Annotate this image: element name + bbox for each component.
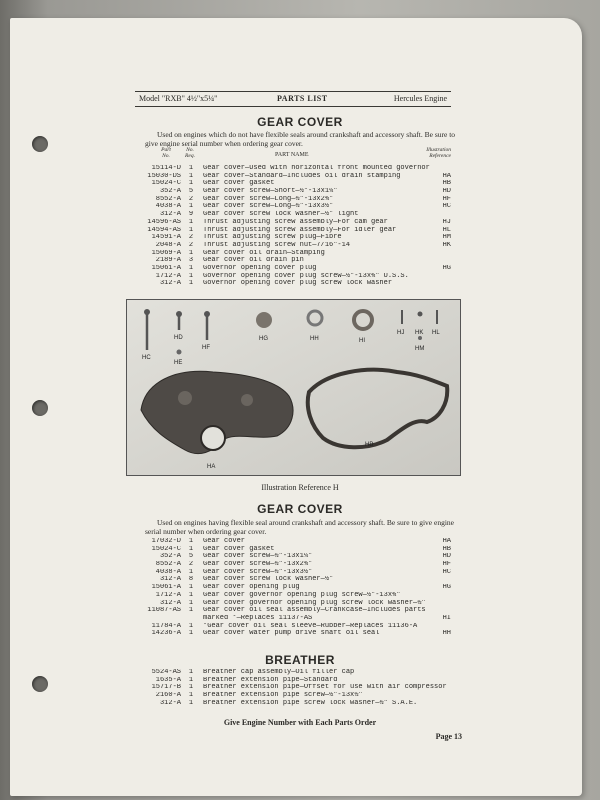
label-hi: HI [359,338,365,344]
part-quantity: 1 [188,203,194,211]
part-row [135,538,451,546]
part-quantity: 1 [188,699,194,707]
part-row [135,692,451,700]
part-row [135,227,451,235]
part-number: 4038-A [155,203,181,211]
part-row [135,219,451,227]
part-row [135,273,451,281]
part-reference: HI [442,614,451,622]
part-number: 2048-A [155,241,181,249]
part-quantity: 1 [188,599,194,607]
label-hc: HC [142,355,151,361]
part-number: 1635-A [155,676,181,684]
part-number: 15030-DS [147,172,181,180]
section-title-gear-cover: GEAR COVER [257,115,343,129]
part-quantity: 1 [188,692,194,700]
part-name: Gear cover screw—½"-13x1¼" [203,553,313,561]
label-he: HE [174,360,183,366]
label-hl: HL [432,330,440,336]
part-row [135,188,451,196]
part-number: 8552-A [155,195,181,203]
part-quantity: 1 [188,538,194,545]
part-quantity: 8 [188,576,194,584]
part-number: 352-A [159,553,181,561]
part-quantity: 1 [188,272,194,280]
part-quantity: 1 [188,630,194,638]
section-title-breather: BREATHER [265,653,335,667]
part-row [135,576,451,584]
part-name: Gear cover water pump drive shaft oil seal [203,630,380,638]
part-name: Gear cover gasket [203,180,275,188]
part-quantity: 1 [188,280,194,288]
part-reference: HM [442,234,451,242]
part-quantity: 1 [188,676,194,684]
part-reference: HA [442,538,451,545]
part-number: 312-A [159,280,181,288]
order-note: Give Engine Number with Each Parts Order [223,718,377,727]
part-reference: HK [442,241,451,249]
header-model: Model "RXB" 4½"x5¼" [139,94,218,103]
part-name: Thrust adjusting screw assembly—For cam gear [203,218,388,226]
part-row [135,196,451,204]
part-name: Gear cover governor opening plug screw—½"-13x¾" [203,591,401,599]
part-number: 312-A [159,576,181,584]
part-quantity: 2 [188,561,194,569]
part-row [135,546,451,554]
page-number: Page 13 [435,732,462,741]
part-row [135,584,451,592]
part-reference: HB [442,545,451,553]
part-number: 14594-AS [147,226,181,234]
part-row [135,211,451,219]
part-row [135,280,451,288]
part-reference: HC [442,203,451,211]
plug-hg [256,312,272,328]
part-name: Breather cap assembly—Oil filler cap [203,669,355,676]
part-row [135,257,451,265]
part-row [135,561,451,569]
part-row [135,677,451,685]
part-row [135,569,451,577]
part-number: 2160-A [155,692,181,700]
label-hm: HM [415,346,425,352]
parts-photo [126,299,461,476]
part-quantity: 1 [188,264,194,272]
part-row [135,592,451,600]
section-intro-gear-cover-seal: Used on engines having flexible seal around crankshaft and accessory shaft. Be sure to give engine serial number when ordering gear cover. [145,518,454,536]
part-name: Governor opening cover plug [203,264,317,272]
part-name: *Gear cover oil seal sleeve—Rubber—Replaces 11136-A [203,622,418,630]
part-number: 14596-AS [147,218,181,226]
part-row [135,700,451,708]
part-number: 15061-A [151,264,181,272]
part-quantity: 1 [188,684,194,692]
label-ha: HA [207,464,216,470]
part-name: Gear cover oil seal assembly—Crankcase—Includes parts [203,607,426,615]
part-row [135,669,451,677]
header-title: PARTS LIST [277,94,328,103]
part-name: Breather extension pipe screw lock washer—½" S.A.E. [203,699,418,707]
part-reference: HH [442,630,451,638]
washer-he [177,350,182,355]
part-name: Breather extension pipe screw—½"-13x½" [203,692,363,700]
part-name: Gear cover opening plug [203,584,300,592]
part-number: 15114-D [151,165,181,172]
plug-hm [418,336,422,340]
part-name: Gear cover screw—½"-13x2¾" [203,561,313,569]
part-quantity: 5 [188,188,194,196]
part-number: 352-A [159,188,181,196]
section-title-gear-cover-seal: GEAR COVER [257,502,343,516]
parts-list-gear-cover-seal [135,538,451,638]
binder-hole-bottom [32,676,48,692]
part-name: Breather extension pipe—Offset for use with air compressor [203,684,447,692]
part-number: 15024-C [151,545,181,553]
part-number: 2189-A [155,257,181,265]
part-number: 5524-AS [151,669,181,676]
part-number: 8552-A [155,561,181,569]
part-number: 11784-A [151,622,181,630]
header-engine: Hercules Engine [393,94,447,103]
part-name: Gear cover screw lock washer—½" [203,576,334,584]
column-part-name: PART NAME [275,152,309,158]
part-name: Breather extension pipe—Standard [203,676,338,684]
part-quantity: 2 [188,241,194,249]
part-reference: HC [442,568,451,576]
part-reference: HF [442,561,451,569]
part-quantity: 1 [188,622,194,630]
part-row [135,553,451,561]
part-quantity: 9 [188,211,194,219]
part-number: 15024-C [151,180,181,188]
part-quantity: 3 [188,257,194,265]
label-hg: HG [259,336,268,342]
binder-hole-top [32,136,48,152]
part-reference: HD [442,188,451,196]
part-number: 17032-D [151,538,181,545]
part-row [135,180,451,188]
part-quantity: 2 [188,234,194,242]
part-number: 312-A [159,599,181,607]
part-number: 312-A [159,699,181,707]
part-quantity: 1 [188,568,194,576]
part-name: Gear cover—Standard—Includes oil drain stamping [203,172,401,180]
part-reference: HB [442,180,451,188]
part-name: marked *—Replaces 11137-AS [203,614,313,622]
part-name: Thrust adjusting screw plug—Fibre [203,234,342,242]
part-quantity: 1 [188,226,194,234]
part-name: Gear cover screw—Long—½"-13x2¾" [203,195,334,203]
label-hf: HF [202,345,210,351]
part-row [135,250,451,258]
part-number: 15061-A [151,584,181,592]
column-part-no: Part No. [161,147,171,159]
part-number: 14591-A [151,234,181,242]
part-quantity: 1 [188,584,194,592]
part-quantity: 1 [188,249,194,257]
label-hk: HK [415,330,424,336]
part-quantity: 1 [188,165,194,172]
parts-illustration [127,300,460,475]
part-reference: HA [442,172,451,180]
part-number: 1712-A [155,272,181,280]
label-hb: HB [365,442,374,448]
part-row [135,607,451,615]
part-name: Gear cover gasket [203,545,275,553]
part-number: 14236-A [151,630,181,638]
part-name: Gear cover screw lock washer—½" light [203,211,359,219]
part-name: Gear cover screw—Long—½"-13x3½" [203,203,334,211]
part-row [135,623,451,631]
part-name: Gear cover screw—Short—½"-13x1¼" [203,188,338,196]
part-name: Gear cover governor opening plug screw lock washer—½" [203,599,426,607]
part-number: 15069-A [151,249,181,257]
part-name: Gear cover—Used with horizontal front mounted governor [203,165,430,172]
part-row [135,242,451,250]
page-header [135,91,451,107]
part-reference: HG [442,264,451,272]
part-quantity: 5 [188,553,194,561]
part-reference: HD [442,553,451,561]
part-number: 15717-B [151,684,181,692]
column-qty: No. Req. [185,147,195,159]
binder-hole-middle [32,400,48,416]
part-name: Thrust adjusting screw nut—7/16"-14 [203,241,351,249]
part-row [135,684,451,692]
part-reference: HL [442,226,451,234]
part-reference: HJ [442,218,451,226]
part-name: Gear cover oil drain pin [203,257,304,265]
part-row [135,173,451,181]
part-number: 1712-A [155,591,181,599]
part-reference: HG [442,584,451,592]
part-row [135,630,451,638]
part-name: Gear cover oil drain—Stamping [203,249,325,257]
part-quantity: 1 [188,545,194,553]
part-number: 11087-AS [147,607,181,615]
label-hh: HH [310,336,319,342]
part-name: Gear cover screw—½"-13x3½" [203,568,313,576]
column-headers [135,147,451,163]
part-row [135,615,451,623]
part-quantity: 1 [188,591,194,599]
part-number: 312-A [159,211,181,219]
part-quantity: 1 [188,669,194,676]
part-row [135,234,451,242]
part-quantity: 1 [188,172,194,180]
parts-list-breather [135,669,451,707]
part-number: 4038-A [155,568,181,576]
part-row [135,265,451,273]
part-quantity: 2 [188,195,194,203]
part-name: Thrust adjusting screw assembly—For idler gear [203,226,397,234]
parts-list-gear-cover [135,165,451,288]
part-reference: HF [442,195,451,203]
part-name: Governor opening cover plug screw—½"-13x¾" U.S.S. [203,272,409,280]
column-reference: Illustration Reference [426,147,451,159]
label-hj: HJ [397,330,405,336]
part-quantity: 1 [188,218,194,226]
label-hd: HD [174,335,183,341]
illustration-caption: Illustration Reference H [261,483,339,492]
part-name: Governor opening cover plug screw lock washer [203,280,393,288]
nut-hk [418,312,423,317]
part-row [135,600,451,608]
part-quantity: 1 [188,180,194,188]
part-name: Gear cover [203,538,246,545]
part-row [135,165,451,173]
section-intro-gear-cover: Used on engines which do not have flexible seals around crankshaft and accessory shaft. Be sure to give engine serial number when ordering gear cover. [145,130,456,148]
part-quantity: 1 [188,607,194,615]
part-row [135,203,451,211]
